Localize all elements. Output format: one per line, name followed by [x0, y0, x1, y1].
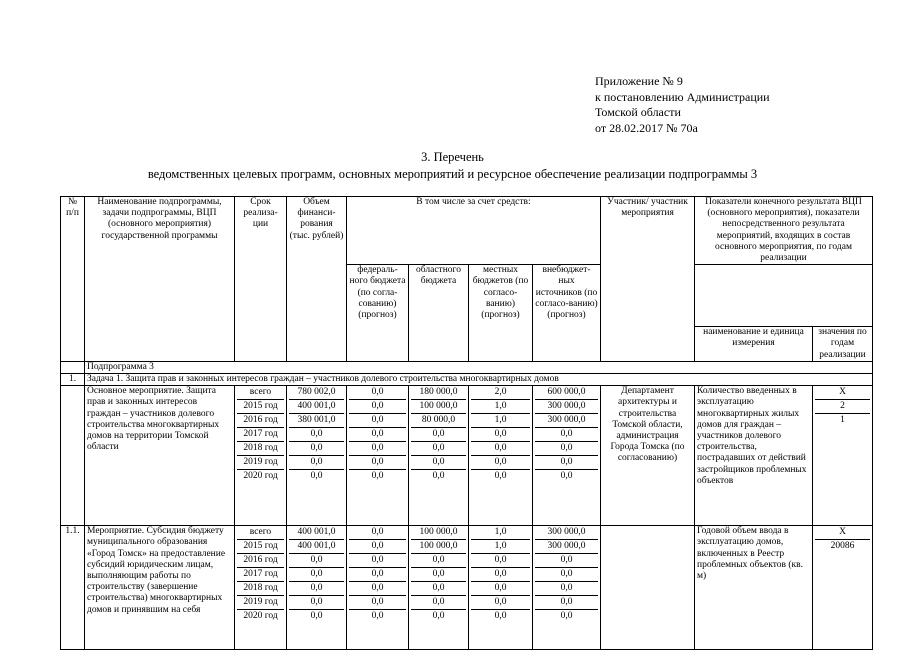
- table-cell: 300 000,0: [535, 414, 598, 428]
- extra-col: [535, 526, 598, 623]
- header-local: местных бюджетов (по согласо-ванию) (прогноз): [469, 265, 533, 362]
- extra-col: [535, 386, 598, 483]
- table-cell: 1,0: [471, 526, 530, 540]
- table-cell: 0,0: [535, 442, 598, 456]
- table-cell: 0,0: [349, 526, 406, 540]
- table-cell: 0,0: [411, 554, 466, 568]
- table-cell: 0,0: [471, 568, 530, 582]
- table-cell: 0,0: [494, 611, 507, 622]
- table-cell: 0,0: [289, 582, 344, 596]
- table-cell: 0,0: [471, 596, 530, 610]
- header-indicators-gap: [695, 265, 873, 327]
- table-cell: 2015 год: [237, 400, 284, 414]
- table-cell: 380 001,0: [289, 414, 344, 428]
- table-cell: всего: [237, 386, 284, 400]
- table-cell: 0,0: [411, 456, 466, 470]
- table-cell: 400 001,0: [289, 400, 344, 414]
- table-cell: 0,0: [471, 428, 530, 442]
- table-cell: 2015 год: [237, 540, 284, 554]
- table-cell: 0,0: [535, 596, 598, 610]
- table-cell: 0,0: [494, 471, 507, 482]
- task-title: Задача 1. Защита прав и законных интересов граждан – участников долевого строительства многоквартирных домов: [85, 374, 873, 386]
- table-cell: 0,0: [471, 442, 530, 456]
- regional-col: [411, 386, 466, 483]
- table-cell: 1,0: [471, 400, 530, 414]
- federal-col: [349, 386, 406, 483]
- table-cell: 0,0: [349, 596, 406, 610]
- table-cell: 100 000,0: [411, 526, 466, 540]
- table-cell: 0,0: [432, 471, 445, 482]
- table-cell: 0,0: [535, 568, 598, 582]
- table-cell: 2020 год: [243, 611, 278, 622]
- row-indicator: Количество введенных в эксплуатацию многоквартирных жилых домов для граждан – участников долевого строительства, пострадавших от действий застройщиков проблемных объектов: [695, 386, 813, 526]
- header-indicator-values: значения по годам реализации: [813, 327, 873, 362]
- table-cell: 0,0: [371, 471, 384, 482]
- table-cell: 0,0: [535, 428, 598, 442]
- table-cell: 0,0: [471, 554, 530, 568]
- federal-col: [349, 526, 406, 623]
- table-cell: 80 000,0: [411, 414, 466, 428]
- table-cell: 0,0: [349, 540, 406, 554]
- volume-col: [289, 526, 344, 623]
- table-cell: 0,0: [349, 400, 406, 414]
- table-cell: 0,0: [411, 568, 466, 582]
- row-participant: [601, 526, 695, 650]
- table-row: [61, 386, 873, 526]
- header-num: № п/п: [61, 197, 85, 362]
- table-cell: 0,0: [471, 456, 530, 470]
- appendix-line-3: Томской области: [595, 105, 681, 119]
- table-cell: 20086: [830, 541, 855, 552]
- row-name: Основное мероприятие. Защита прав и законных интересов граждан – участников долевого строительства многоквартирных домов на территории Томской области: [85, 386, 235, 526]
- volume-col: [289, 386, 344, 483]
- table-cell: 0,0: [471, 582, 530, 596]
- table-cell: 2018 год: [237, 442, 284, 456]
- table-cell: 0,0: [560, 611, 573, 622]
- table-cell: 2017 год: [237, 568, 284, 582]
- table-cell: всего: [237, 526, 284, 540]
- table-cell: 0,0: [535, 554, 598, 568]
- row-participant: Департамент архитектуры и строительства Томской области, администрация Города Томска (по согласованию): [601, 386, 695, 526]
- table-cell: 0,0: [349, 582, 406, 596]
- table-cell: 100 000,0: [411, 400, 466, 414]
- table-cell: 0,0: [349, 568, 406, 582]
- table-cell: 0,0: [411, 442, 466, 456]
- table-cell: 2016 год: [237, 414, 284, 428]
- header-indicator-name: наименование и единица измерения: [695, 327, 813, 362]
- appendix-line-1: Приложение № 9: [595, 74, 683, 88]
- table-cell: 0,0: [535, 582, 598, 596]
- table-cell: 1: [840, 415, 845, 426]
- table-cell: 0,0: [535, 456, 598, 470]
- table-cell: 0,0: [289, 568, 344, 582]
- row-indicator: Годовой объем ввода в эксплуатацию домов, включенных в Реестр проблемных объектов (кв. м): [695, 526, 813, 650]
- table-cell: 0,0: [349, 554, 406, 568]
- values-col: [815, 526, 870, 553]
- table-cell: X: [815, 526, 870, 540]
- table-cell: 0,0: [432, 611, 445, 622]
- table-cell: 0,0: [289, 596, 344, 610]
- values-col: [815, 386, 870, 427]
- header-indicators: Показатели конечного результата ВЦП (основного мероприятия), показатели непосредственного результата мероприятий, входящих в состав основного мероприятия, по годам реализации: [695, 197, 873, 265]
- appendix-line-4: от 28.02.2017 № 70а: [595, 120, 698, 135]
- table-cell: 300 000,0: [535, 400, 598, 414]
- document-title: 3. Перечень: [421, 150, 484, 164]
- table-cell: 2020 год: [243, 471, 278, 482]
- table-cell: 180 000,0: [411, 386, 466, 400]
- table-cell: 0,0: [289, 428, 344, 442]
- appendix-line-2: к постановлению Администрации: [595, 89, 770, 104]
- table-cell: 300 000,0: [535, 526, 598, 540]
- table-cell: 2019 год: [237, 596, 284, 610]
- appendix-block: [595, 74, 770, 136]
- table-cell: 0,0: [371, 611, 384, 622]
- table-cell: 0,0: [289, 456, 344, 470]
- table-cell: 100 000,0: [411, 540, 466, 554]
- header-federal: федераль-ного бюджета (по согла-сованию) (прогноз): [347, 265, 409, 362]
- years-col: [237, 526, 284, 623]
- table-cell: 2019 год: [237, 456, 284, 470]
- document-subtitle: ведомственных целевых программ, основных мероприятий и ресурсное обеспечение реализации подпрограммы 3: [147, 167, 758, 181]
- table-cell: 2: [815, 400, 870, 414]
- table-cell: 600 000,0: [535, 386, 598, 400]
- table-cell: 0,0: [349, 442, 406, 456]
- table-cell: 0,0: [411, 596, 466, 610]
- table-cell: 2017 год: [237, 428, 284, 442]
- table-cell: 780 002,0: [289, 386, 344, 400]
- row-num: 1.1.: [61, 526, 85, 650]
- table-cell: 0,0: [349, 386, 406, 400]
- table-cell: 0,0: [289, 442, 344, 456]
- regional-col: [411, 526, 466, 623]
- subprogram-title: Подпрограмма 3: [85, 361, 873, 373]
- table-cell: 0,0: [349, 456, 406, 470]
- table-cell: X: [815, 386, 870, 400]
- header-volume: Объем финанси-рования (тыс. рублей): [287, 197, 347, 362]
- table-cell: 0,0: [411, 428, 466, 442]
- local-col: [471, 526, 530, 623]
- table-cell: 0,0: [310, 611, 323, 622]
- header-regional: областного бюджета: [409, 265, 469, 362]
- table-cell: 0,0: [349, 414, 406, 428]
- table-cell: 1,0: [471, 414, 530, 428]
- header-name: Наименование подпрограммы, задачи подпрограммы, ВЦП (основного мероприятия) государственной программы: [85, 197, 235, 362]
- table-cell: 2018 год: [237, 582, 284, 596]
- table-cell: 0,0: [310, 471, 323, 482]
- table-row: [61, 526, 873, 650]
- task-num: 1.: [61, 374, 85, 386]
- table-cell: 0,0: [560, 471, 573, 482]
- header-term: Срок реализа-ции: [235, 197, 287, 362]
- table-cell: 400 001,0: [289, 526, 344, 540]
- table-cell: 1,0: [471, 540, 530, 554]
- table-cell: 0,0: [411, 582, 466, 596]
- table-cell: 0,0: [289, 554, 344, 568]
- local-col: [471, 386, 530, 483]
- table-cell: 300 000,0: [535, 540, 598, 554]
- row-num: [61, 386, 85, 526]
- table-cell: 400 001,0: [289, 540, 344, 554]
- header-extra: внебюджет-ных источников (по согласо-ванию) (прогноз): [533, 265, 601, 362]
- table-cell: 2,0: [471, 386, 530, 400]
- program-table: [60, 196, 873, 650]
- header-including: В том числе за счет средств:: [347, 197, 601, 265]
- years-col: [237, 386, 284, 483]
- header-participant: Участник/ участник мероприятия: [601, 197, 695, 362]
- row-name: Мероприятие. Субсидия бюджету муниципального образования «Город Томск» на предоставление субсидий юридическим лицам, выполняющим работы по строительству (завершение строительства) многоквартирных домов и принявшим на себя: [85, 526, 235, 650]
- table-cell: 2016 год: [237, 554, 284, 568]
- table-cell: 0,0: [349, 428, 406, 442]
- subprogram-num-cell: [61, 361, 85, 373]
